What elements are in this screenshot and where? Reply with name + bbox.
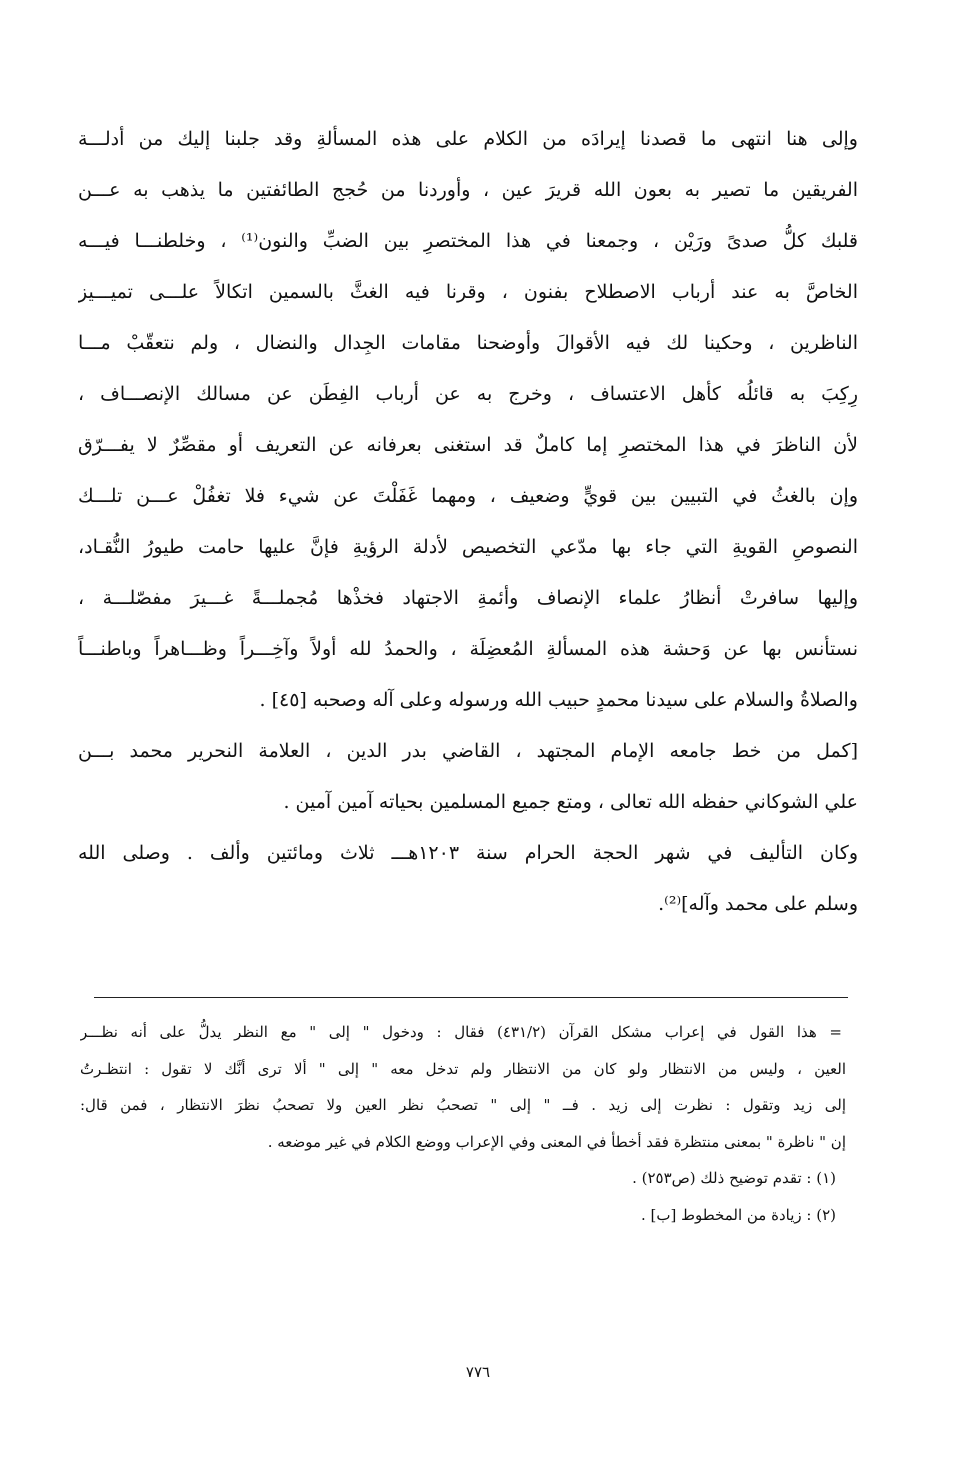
main-text bbox=[78, 114, 858, 930]
body-line: لأن الناظرَ في هذا المختصرِ إما كاملٌ قد استغنى بعرفانه عن التعريف أو مقصِّرٌ لا يفـــرّق bbox=[78, 434, 858, 456]
footnote-line: العين ، وليس من الانتظار ولو كان من الانتظار ولم تدخل معه " إلى " ألا ترى أنَّك لا تقول : انتظـرتُ bbox=[80, 1059, 846, 1078]
body-line: النصوصِ القويةِ التي جاء بها مدّعي التخصيص لأدلة الرؤيةِ فإنَّ عليها حامت طيورُ النُّقـاد، bbox=[78, 536, 858, 558]
body-line: والصلاةُ والسلام على سيدنا محمدٍ حبيب الله ورسوله وعلى آله وصحبه [٤٥] . bbox=[259, 689, 858, 711]
body-line: وسلم على محمد وآله]⁽²⁾. bbox=[658, 893, 858, 915]
page-number: ٧٧٦ bbox=[465, 1363, 491, 1381]
footnotes bbox=[80, 1014, 846, 1233]
body-line: نستأنس بها عن وَحشة هذه المسألةِ المُعضِلَة ، والحمدُ لله أولاً وآخِـــراً وظـــاهراً وباطنـــاً bbox=[78, 638, 858, 660]
body-line: الفريقين ما تصير به بعون الله قريرَ عين ، وأوردنا من حُجج الطائفتين ما يذهب به عـــن bbox=[78, 179, 858, 201]
footnote-line: = هذا القول في إعراب مشكل القرآن (٤٣١/٢) فقال : ودخول " إلى " مع النظر يدلُّ على أنه نظـــر bbox=[80, 1023, 842, 1041]
body-line: الخاصَّ به عند أرباب الاصطلاح بفنون ، وقرنا فيه الغثَّ بالسمين اتكالاً علـــى تميـــيز bbox=[78, 281, 858, 303]
body-line: وكان التأليف في شهر الحجة الحرام سنة ١٢٠٣هـــ ثلاث ومائتين وألف . وصلى الله bbox=[78, 842, 858, 864]
footnote-line: إن " ناظرة " بمعنى منتظرة فقد أخطأ في المعنى وفي الإعراب ووضع الكلام في غير موضعه . bbox=[267, 1132, 846, 1151]
body-line: [كمل من خط جامعه الإمام المجتهد ، القاضي بدر الدين ، العلامة النحرير محمد بـــن bbox=[78, 740, 858, 762]
body-line: رِكِبَ به قائلُه كأهل الاعتساف ، وخرج به عن أرباب الفِطَن عن مسالك الإنصـــاف ، bbox=[78, 383, 858, 405]
body-line: وإلى هنا انتهى ما قصدنا إيرادَه من الكلام على هذه المسألةِ وقد جلبنا إليك من أدلـــة bbox=[78, 128, 858, 150]
body-line: قلبك كلُّ صدىً ورَيْن ، وجمعنا في هذا المختصرِ بين الضبِّ والنون⁽¹⁾ ، وخلطنـــا فيـــه bbox=[78, 230, 858, 252]
body-line: علي الشوكاني حفظه الله تعالى ، ومتع جميع المسلمين بحياته آمين آمين . bbox=[283, 791, 858, 813]
footnote-line: إلى زيد وتقول : نظرت إلى زيد . فــ " إلى " تصحبُ نظر العين ولا تصحبُ نظرَ الانتظار ، فمن قال: bbox=[80, 1096, 846, 1114]
footnote-ref-1: (١) : تقدم توضيح ذلك (ص٢٥٣) . bbox=[632, 1169, 836, 1187]
body-line: وإن بالغثُ في التبيين بين قويٍّ وضعيف ، ومهما غَفَلْتَ عن شيء فلا تغفُلْ عـــن تلـــك bbox=[78, 485, 858, 507]
footnote-divider bbox=[94, 997, 848, 998]
footnote-ref-2: (٢) : زيادة من المخطوط [ب] . bbox=[640, 1205, 836, 1224]
body-line: الناظرين ، وحكينا لك فيه الأقوالَ وأوضحنا مقامات الجِدال والنضال ، ولم نتعقّبْ مـــا bbox=[78, 332, 858, 354]
body-line: وإليها سافرتْ أنظارُ علماء الإنصاف وأئمةِ الاجتهاد فخذْها مُجملـــةً غـــيرَ مفصّلـــة ، bbox=[78, 587, 858, 609]
